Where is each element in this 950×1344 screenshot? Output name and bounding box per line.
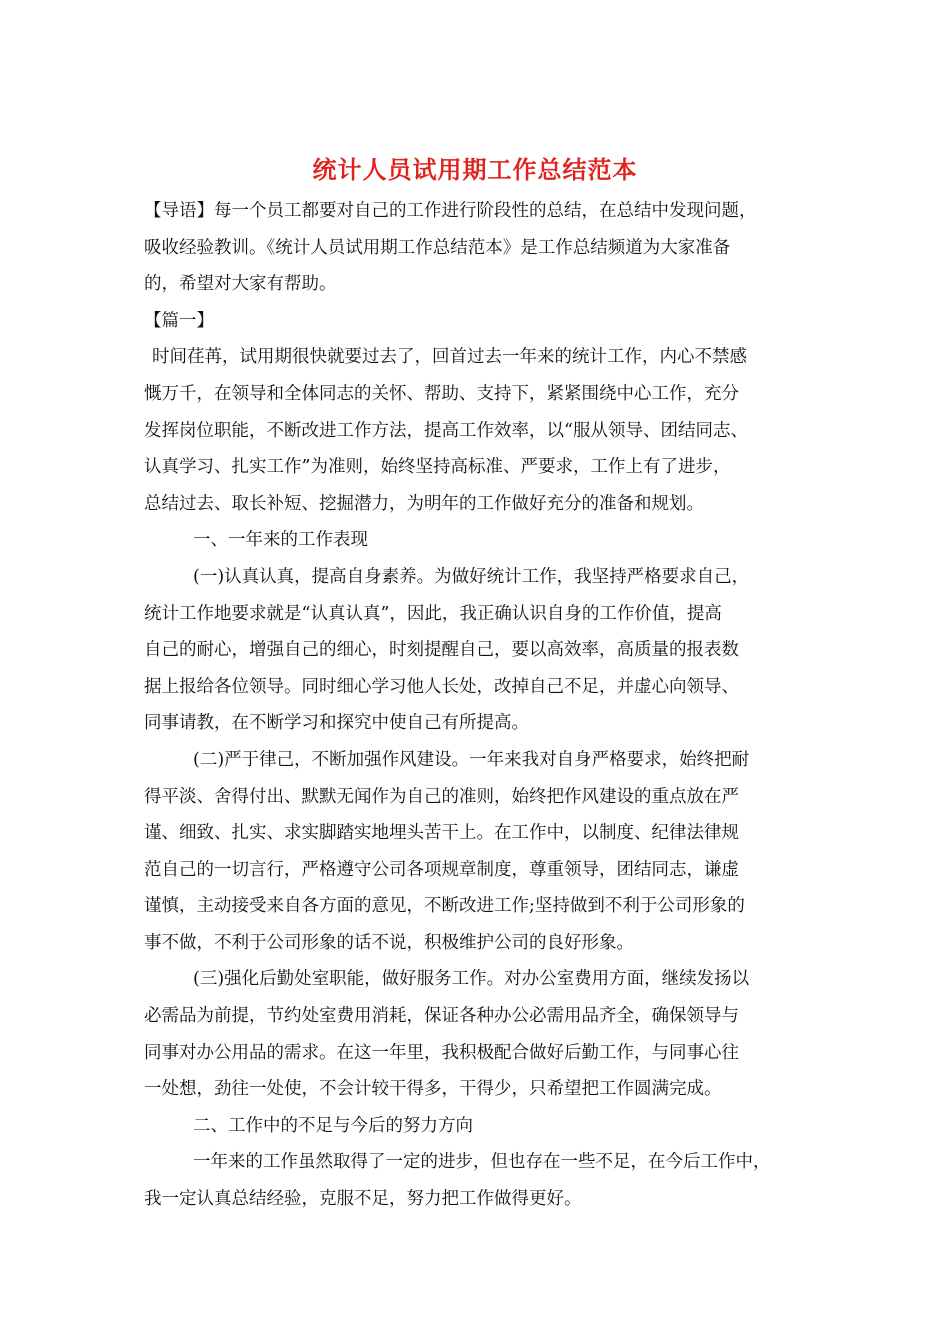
paragraph-line: 发挥岗位职能，不断改进工作方法，提高工作效率，以“服从领导、团结同志、 [144,420,748,441]
paragraph-line: 范自己的一切言行，严格遵守公司各项规章制度，尊重领导，团结同志，谦虚 [144,859,739,880]
paragraph-line: 认真学习、扎实工作”为准则，始终坚持高标准、严要求，工作上有了进步， [144,457,731,478]
intro-line-3: 的，希望对大家有帮助。 [144,274,337,295]
document-body [144,193,812,1218]
paragraph-line: 同事请教，在不断学习和探究中使自己有所提高。 [144,713,529,734]
paragraph-line: 我一定认真总结经验，克服不足，努力把工作做得更好。 [144,1189,582,1210]
paragraph-line: 一年来的工作虽然取得了一定的进步，但也存在一些不足，在今后工作中， [193,1152,771,1173]
intro-line-1: 【导语】每一个员工都要对自己的工作进行阶段性的总结，在总结中发现问题， [144,201,757,221]
paragraph-line: 总结过去、取长补短、挖掘潜力，为明年的工作做好充分的准备和规划。 [144,493,704,514]
paragraph-line: 得平淡、舍得付出、默默无闻作为自己的准则，始终把作风建设的重点放在严 [144,786,739,807]
document-title: 统计人员试用期工作总结范本 [312,155,638,184]
heading-line: 二、工作中的不足与今后的努力方向 [193,1115,473,1136]
paragraph-line: 时间荏苒，试用期很快就要过去了，回首过去一年来的统计工作，内心不禁感 [152,347,747,368]
paragraph-line: 同事对办公用品的需求。在这一年里，我积极配合做好后勤工作，与同事心往 [144,1042,739,1063]
paragraph-line: 慨万千，在领导和全体同志的关怀、帮助、支持下，紧紧围绕中心工作，充分 [144,383,739,404]
paragraph-line: 必需品为前提，节约处室费用消耗，保证各种办公必需用品齐全，确保领导与 [144,1006,739,1027]
paragraph-line: 自己的耐心，增强自己的细心，时刻提醒自己，要以高效率，高质量的报表数 [144,640,739,661]
paragraph-line: 谨慎，主动接受来自各方面的意见，不断改进工作;坚持做到不利于公司形象的 [144,896,745,917]
paragraph-line: (二)严于律己，不断加强作风建设。一年来我对自身严格要求，始终把耐 [193,749,750,770]
heading-line: 一、一年来的工作表现 [193,530,368,551]
paragraph-line: 一处想，劲往一处使，不会计较干得多，干得少，只希望把工作圆满完成。 [144,1079,722,1100]
paragraph-line: (一)认真认真，提高自身素养。为做好统计工作，我坚持严格要求自己， [193,566,750,587]
paragraph-line: (三)强化后勤处室职能，做好服务工作。对办公室费用方面，继续发扬以 [193,969,750,990]
intro-line-2: 吸收经验教训。《统计人员试用期工作总结范本》是工作总结频道为大家准备 [144,237,731,258]
paragraph-line: 谨、细致、扎实、求实脚踏实地埋头苦干上。在工作中，以制度、纪律法律规 [144,823,739,844]
paragraph-line: 统计工作地要求就是“认真认真”，因此，我正确认识自身的工作价值，提高 [144,603,722,624]
section-label: 【篇一】 [144,310,214,331]
paragraph-line: 事不做，不利于公司形象的话不说，积极维护公司的良好形象。 [144,932,634,953]
paragraph-line: 据上报给各位领导。同时细心学习他人长处，改掉自己不足，并虚心向领导、 [144,676,739,697]
